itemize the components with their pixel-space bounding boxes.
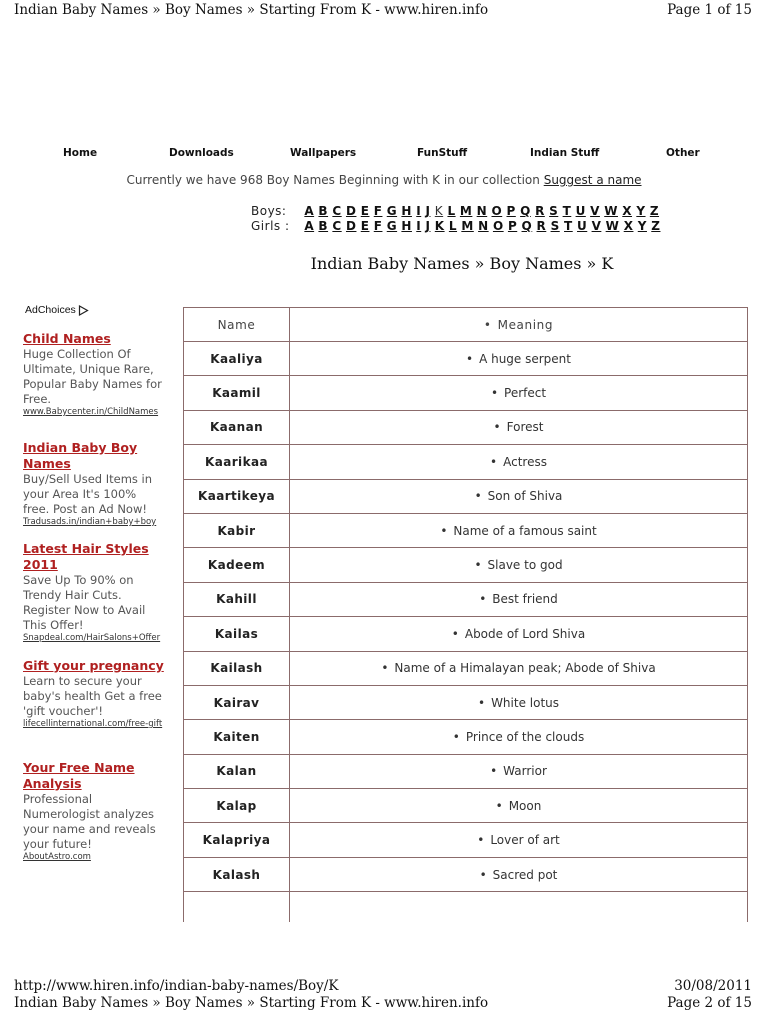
boys-letter-p-link[interactable]: P bbox=[506, 204, 516, 218]
bullet-icon: • bbox=[477, 695, 486, 710]
boys-letter-x-link[interactable]: X bbox=[622, 204, 633, 218]
print-header bbox=[14, 2, 752, 20]
ad-block[interactable] bbox=[23, 331, 166, 418]
boys-letter-o-link[interactable]: O bbox=[491, 204, 503, 218]
ad-block[interactable] bbox=[23, 658, 166, 730]
meaning-cell bbox=[290, 410, 748, 444]
boys-letter-r-link[interactable]: R bbox=[535, 204, 545, 218]
meaning-text: Best friend bbox=[492, 592, 558, 607]
bullet-icon: • bbox=[440, 523, 448, 538]
table-row bbox=[184, 651, 748, 685]
table-row bbox=[184, 513, 748, 547]
meaning-text: Name of a Himalayan peak; Abode of Shiva bbox=[394, 661, 656, 676]
name-cell: Kaaliya bbox=[184, 342, 290, 376]
boys-letter-t-link[interactable]: T bbox=[562, 204, 572, 218]
meaning-cell bbox=[290, 513, 748, 547]
table-row bbox=[184, 376, 748, 410]
ad-title[interactable]: Indian Baby Boy Names bbox=[23, 440, 138, 471]
girls-letter-w-link[interactable]: W bbox=[605, 219, 620, 233]
bullet-icon: • bbox=[474, 489, 482, 504]
bullet-icon: • bbox=[451, 626, 459, 641]
name-cell: Kaarikaa bbox=[184, 445, 290, 479]
nav-indian-stuff[interactable]: Indian Stuff bbox=[530, 147, 600, 159]
meaning-text: Prince of the clouds bbox=[465, 729, 585, 744]
table-row bbox=[184, 582, 748, 616]
boys-letter-d-link[interactable]: D bbox=[345, 204, 357, 218]
girls-alphabet-index bbox=[251, 219, 665, 233]
girls-letter-k-link[interactable]: K bbox=[434, 219, 445, 233]
ad-title[interactable]: Your Free Name Analysis bbox=[23, 760, 135, 791]
name-cell: Kadeem bbox=[184, 548, 290, 582]
bullet-icon: • bbox=[479, 592, 487, 607]
girls-letter-r-link[interactable]: R bbox=[536, 219, 547, 233]
meaning-text: Sacred pot bbox=[492, 867, 558, 882]
adchoices-icon bbox=[78, 305, 89, 316]
boys-letter-s-link[interactable]: S bbox=[549, 204, 559, 218]
girls-letter-b-link[interactable]: B bbox=[318, 219, 329, 233]
ad-url[interactable]: AboutAstro.com bbox=[23, 852, 91, 862]
bullet-icon: • bbox=[493, 420, 501, 435]
names-table-body bbox=[184, 342, 748, 923]
girls-letter-z-link[interactable]: Z bbox=[651, 219, 661, 233]
nav-home[interactable]: Home bbox=[63, 147, 98, 159]
boys-letter-z-link[interactable]: Z bbox=[649, 204, 660, 218]
girls-letter-n-link[interactable]: N bbox=[478, 219, 489, 233]
ad-block[interactable] bbox=[23, 440, 166, 528]
print-footer bbox=[14, 978, 752, 1018]
bullet-icon: • bbox=[479, 867, 487, 882]
table-row bbox=[184, 410, 748, 444]
girls-letter-q-link[interactable]: Q bbox=[521, 219, 533, 233]
meaning-cell bbox=[290, 548, 748, 582]
meaning-text: White lotus bbox=[491, 695, 560, 710]
boys-label: Boys: bbox=[251, 204, 287, 218]
print-header-page-number: Page 1 of 15 bbox=[667, 2, 752, 18]
boys-letter-q-link[interactable]: Q bbox=[520, 204, 531, 218]
bullet-icon: • bbox=[477, 833, 485, 848]
name-cell: Kaiten bbox=[184, 720, 290, 754]
print-header-title: Indian Baby Names » Boy Names » Starting From K - www.hiren.info bbox=[14, 2, 489, 18]
meaning-cell-empty bbox=[290, 892, 748, 923]
nav-funstuff[interactable]: FunStuff bbox=[417, 147, 468, 159]
meaning-cell bbox=[290, 445, 748, 479]
boys-letter-a-link[interactable]: A bbox=[304, 204, 315, 218]
table-row bbox=[184, 548, 748, 582]
girls-letter-p-link[interactable]: P bbox=[507, 219, 518, 233]
girls-letter-v-link[interactable]: V bbox=[591, 219, 602, 233]
adchoices-label[interactable] bbox=[25, 304, 89, 316]
boys-letter-c-link[interactable]: C bbox=[332, 204, 342, 218]
meaning-cell bbox=[290, 651, 748, 685]
ad-description: Save Up To 90% on Trendy Hair Cuts. Register Now to Avail This Offer! bbox=[23, 573, 146, 632]
girls-letter-a-link[interactable]: A bbox=[304, 219, 315, 233]
meaning-text: Perfect bbox=[504, 386, 547, 401]
boys-letter-w-link[interactable]: W bbox=[604, 204, 618, 218]
girls-letter-y-link[interactable]: Y bbox=[637, 219, 647, 233]
girls-letter-h-link[interactable]: H bbox=[401, 219, 412, 233]
ad-description: Learn to secure your baby's health Get a free 'gift voucher'! bbox=[23, 674, 162, 718]
table-row bbox=[184, 823, 748, 857]
table-row bbox=[184, 479, 748, 513]
name-cell: Kaartikeya bbox=[184, 479, 290, 513]
girls-letter-f-link[interactable]: F bbox=[373, 219, 383, 233]
boys-letter-l-link[interactable]: L bbox=[447, 204, 456, 218]
meaning-text: Forest bbox=[506, 420, 544, 435]
name-cell: Kaamil bbox=[184, 376, 290, 410]
ad-title[interactable]: Child Names bbox=[23, 331, 111, 346]
name-cell: Kalap bbox=[184, 789, 290, 823]
name-cell: Kailash bbox=[184, 651, 290, 685]
girls-letter-m-link[interactable]: M bbox=[461, 219, 474, 233]
collection-summary bbox=[0, 173, 768, 187]
bullet-icon: • bbox=[474, 558, 482, 573]
name-cell: Kaanan bbox=[184, 410, 290, 444]
meaning-cell bbox=[290, 617, 748, 651]
meaning-cell bbox=[290, 342, 748, 376]
nav-downloads[interactable]: Downloads bbox=[169, 147, 234, 159]
meaning-text: Son of Shiva bbox=[487, 489, 563, 504]
ad-description: Professional Numerologist analyzes your name and reveals your future! bbox=[23, 792, 156, 851]
meaning-cell bbox=[290, 754, 748, 788]
meaning-text: Lover of art bbox=[490, 833, 560, 848]
meaning-text: Slave to god bbox=[487, 558, 563, 573]
ad-title[interactable]: Latest Hair Styles 2011 bbox=[23, 541, 149, 572]
girls-letter-o-link[interactable]: O bbox=[492, 219, 504, 233]
ad-block[interactable] bbox=[23, 541, 166, 644]
boys-alphabet-index bbox=[251, 204, 663, 218]
bullet-icon: • bbox=[465, 351, 474, 366]
column-header-name: Name bbox=[184, 308, 290, 342]
meaning-cell bbox=[290, 823, 748, 857]
boys-letter-y-link[interactable]: Y bbox=[636, 204, 646, 218]
bullet-icon: • bbox=[381, 661, 389, 676]
girls-letter-x-link[interactable]: X bbox=[623, 219, 634, 233]
boys-letter-k-link[interactable]: K bbox=[434, 204, 444, 218]
ad-description: Huge Collection Of Ultimate, Unique Rare, Popular Baby Names for Free. bbox=[23, 347, 162, 406]
boys-letter-j-link[interactable]: J bbox=[425, 204, 431, 218]
ad-description: Buy/Sell Used Items in your Area It's 100% free. Post an Ad Now! bbox=[23, 472, 153, 516]
name-cell: Kahill bbox=[184, 582, 290, 616]
boys-letter-g-link[interactable]: G bbox=[386, 204, 398, 218]
adchoices-text: AdChoices bbox=[25, 304, 76, 316]
girls-letter-e-link[interactable]: E bbox=[360, 219, 370, 233]
boys-letter-n-link[interactable]: N bbox=[476, 204, 488, 218]
girls-label: Girls : bbox=[251, 219, 290, 233]
meaning-text: Name of a famous saint bbox=[453, 523, 597, 538]
meaning-cell bbox=[290, 376, 748, 410]
name-cell: Kalapriya bbox=[184, 823, 290, 857]
girls-letter-l-link[interactable]: L bbox=[448, 219, 458, 233]
print-footer-date: 30/08/2011 bbox=[674, 978, 752, 994]
bullet-icon: • bbox=[490, 764, 498, 779]
table-row bbox=[184, 685, 748, 719]
table-row bbox=[184, 617, 748, 651]
girls-letter-j-link[interactable]: J bbox=[425, 219, 431, 233]
meaning-text: Abode of Lord Shiva bbox=[464, 626, 586, 641]
names-table bbox=[183, 307, 748, 922]
bullet-icon: • bbox=[483, 317, 492, 332]
meaning-cell bbox=[290, 582, 748, 616]
boys-letter-v-link[interactable]: V bbox=[590, 204, 600, 218]
name-cell: Kailas bbox=[184, 617, 290, 651]
girls-letter-t-link[interactable]: T bbox=[564, 219, 573, 233]
top-navigation bbox=[0, 147, 768, 163]
girls-letter-i-link[interactable]: I bbox=[416, 219, 422, 233]
meaning-cell bbox=[290, 720, 748, 754]
nav-other[interactable]: Other bbox=[666, 147, 700, 159]
boys-letter-u-link[interactable]: U bbox=[575, 204, 586, 218]
table-row-empty bbox=[184, 892, 748, 923]
girls-letter-u-link[interactable]: U bbox=[577, 219, 588, 233]
bullet-icon: • bbox=[452, 729, 460, 744]
ad-title[interactable]: Gift your pregnancy bbox=[23, 658, 164, 673]
ad-url[interactable]: Snapdeal.com/HairSalons+Offer bbox=[23, 633, 161, 643]
bullet-icon: • bbox=[490, 454, 498, 469]
name-cell-empty bbox=[184, 892, 290, 923]
meaning-text: A huge serpent bbox=[479, 351, 571, 366]
girls-letter-g-link[interactable]: G bbox=[386, 219, 398, 233]
meaning-text: Moon bbox=[508, 798, 542, 813]
table-row bbox=[184, 445, 748, 479]
table-row bbox=[184, 857, 748, 891]
girls-letter-d-link[interactable]: D bbox=[345, 219, 357, 233]
nav-wallpapers[interactable]: Wallpapers bbox=[290, 147, 357, 159]
meaning-cell bbox=[290, 685, 748, 719]
meaning-text: Warrior bbox=[503, 764, 547, 779]
print-footer-page-number: Page 2 of 15 bbox=[667, 995, 752, 1011]
name-cell: Kabir bbox=[184, 513, 290, 547]
bullet-icon: • bbox=[495, 798, 503, 813]
meaning-header-label: Meaning bbox=[497, 317, 554, 332]
boys-letter-m-link[interactable]: M bbox=[459, 204, 473, 218]
boys-letter-b-link[interactable]: B bbox=[318, 204, 329, 218]
page-title: Indian Baby Names » Boy Names » K bbox=[310, 254, 614, 273]
print-footer-url: http://www.hiren.info/indian-baby-names/Boy/K bbox=[14, 978, 339, 994]
table-row bbox=[184, 754, 748, 788]
girls-letter-c-link[interactable]: C bbox=[332, 219, 342, 233]
meaning-text: Actress bbox=[503, 454, 547, 469]
print-footer-title: Indian Baby Names » Boy Names » Starting From K - www.hiren.info bbox=[14, 995, 489, 1011]
meaning-cell bbox=[290, 479, 748, 513]
boys-letter-i-link[interactable]: I bbox=[416, 204, 422, 218]
collection-count-text: Currently we have 968 Boy Names Beginning with K in our collection bbox=[126, 173, 540, 187]
girls-letter-s-link[interactable]: S bbox=[550, 219, 560, 233]
table-header-row bbox=[184, 308, 748, 342]
suggest-name-link[interactable]: Suggest a name bbox=[543, 173, 642, 187]
boys-letter-e-link[interactable]: E bbox=[360, 204, 370, 218]
name-cell: Kairav bbox=[184, 685, 290, 719]
ad-url[interactable]: lifecellinternational.com/free-gift bbox=[23, 719, 163, 729]
table-row bbox=[184, 342, 748, 376]
ad-url[interactable]: www.Babycenter.in/ChildNames bbox=[23, 407, 159, 417]
boys-letter-f-link[interactable]: F bbox=[373, 204, 383, 218]
table-row bbox=[184, 720, 748, 754]
column-header-meaning bbox=[290, 308, 748, 342]
meaning-cell bbox=[290, 789, 748, 823]
name-cell: Kalash bbox=[184, 857, 290, 891]
boys-letter-h-link[interactable]: H bbox=[401, 204, 412, 218]
ad-url[interactable]: Tradusads.in/indian+baby+boy bbox=[23, 517, 157, 527]
table-row bbox=[184, 789, 748, 823]
name-cell: Kalan bbox=[184, 754, 290, 788]
ad-block[interactable] bbox=[23, 760, 166, 863]
meaning-cell bbox=[290, 857, 748, 891]
bullet-icon: • bbox=[490, 386, 499, 401]
